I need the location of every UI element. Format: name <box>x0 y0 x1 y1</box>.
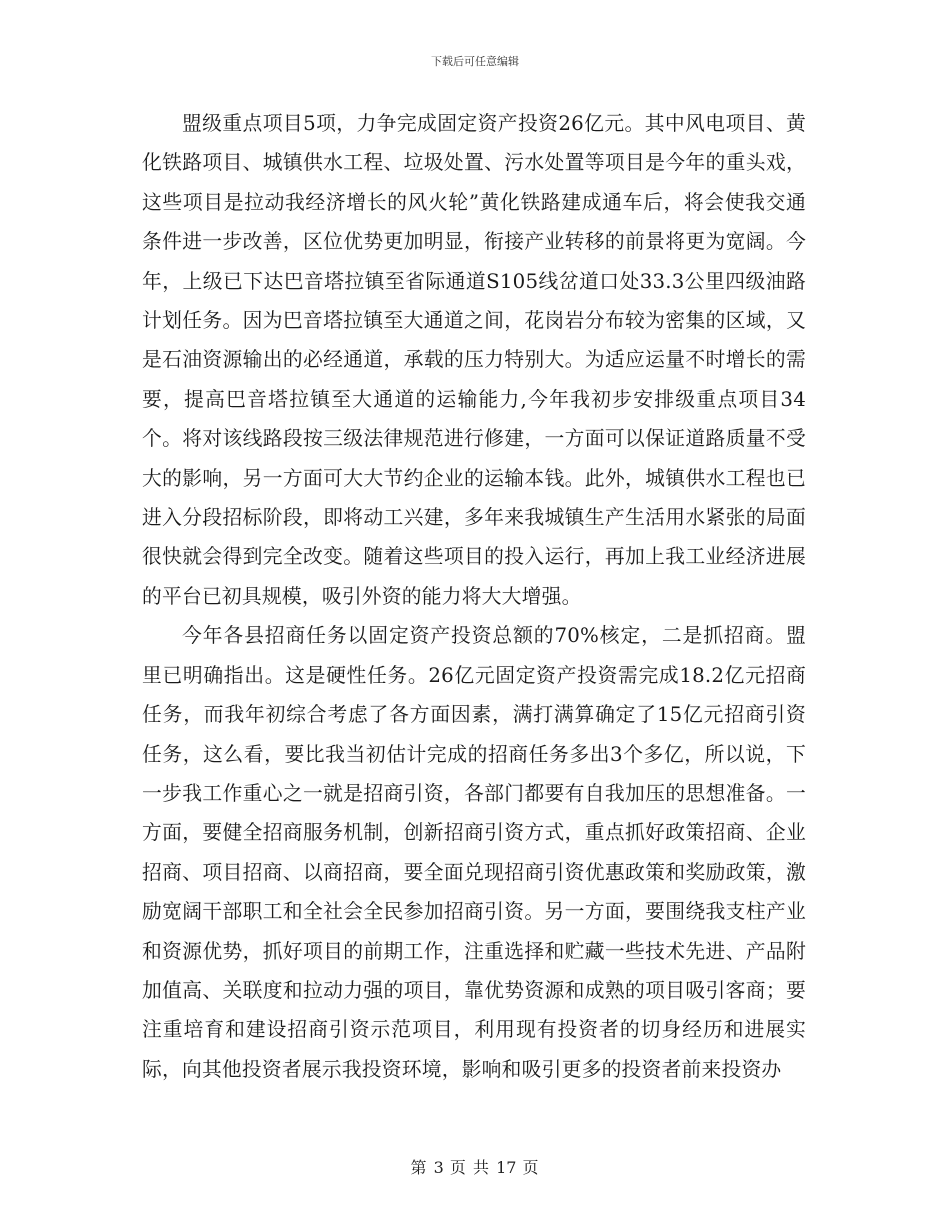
footer-label-ye: 页 <box>449 1158 467 1177</box>
paragraph-1: 盟级重点项目5项，力争完成固定资产投资26亿元。其中风电项目、黄化铁路项目、城镇供水工程、垃圾处置、污水处置等项目是今年的重头戏，这些项目是拉动我经济增长的风火轮”黄化铁路建成通车后，将会使我交通条件进一步改善，区位优势更加明显，衔接产业转移的前景将更为宽阔。今年，上级已下达巴音塔拉镇至省际通道S105线岔道口处33.3公里四级油路计划任务。因为巴音塔拉镇至大通道之间，花岗岩分布较为密集的区域，又是石油资源输出的必经通道，承载的压力特别大。为适应运量不时增长的需要，提高巴音塔拉镇至大通道的运输能力,今年我初步安排级重点项目34个。将对该线路段按三级法律规范进行修建，一方面可以保证道路质量不受大的影响，另一方面可大大节约企业的运输本钱。此外，城镇供水工程也已进入分段招标阶段，即将动工兴建，多年来我城镇生产生活用水紧张的局面很快就会得到完全改变。随着这些项目的投入运行，再加上我工业经济进展的平台已初具规模，吸引外资的能力将大大增强。 <box>142 112 806 608</box>
footer-current-page: 3 <box>433 1158 444 1177</box>
page-number-footer <box>0 1155 950 1178</box>
footer-total-pages: 17 <box>496 1158 517 1177</box>
document-body <box>142 104 806 1089</box>
page-header-note: 下载后可任意编辑 <box>431 55 519 68</box>
footer-label-ye2: 页 <box>522 1158 540 1177</box>
footer-label-gong: 共 <box>472 1158 490 1177</box>
paragraph-2: 今年各县招商任务以固定资产投资总额的70%核定，二是抓招商。盟里已明确指出。这是硬性任务。26亿元固定资产投资需完成18.2亿元招商任务，而我年初综合考虑了各方面因素，满打满算确定了15亿元招商引资任务，这么看，要比我当初估计完成的招商任务多出3个多亿，所以说，下一步我工作重心之一就是招商引资，各部门都要有自我加压的思想准备。一方面，要健全招商服务机制，创新招商引资方式，重点抓好政策招商、企业招商、项目招商、以商招商，要全面兑现招商引资优惠政策和奖励政策，激励宽阔干部职工和全社会全民参加招商引资。另一方面，要围绕我支柱产业和资源优势，抓好项目的前期工作，注重选择和贮藏一些技术先进、产品附加值高、关联度和拉动力强的项目，靠优势资源和成熟的项目吸引客商；要注重培育和建设招商引资示范项目，利用现有投资者的切身经历和进展实际，向其他投资者展示我投资环境，影响和吸引更多的投资者前来投资办 <box>142 624 806 1081</box>
footer-label-di: 第 <box>410 1158 428 1177</box>
